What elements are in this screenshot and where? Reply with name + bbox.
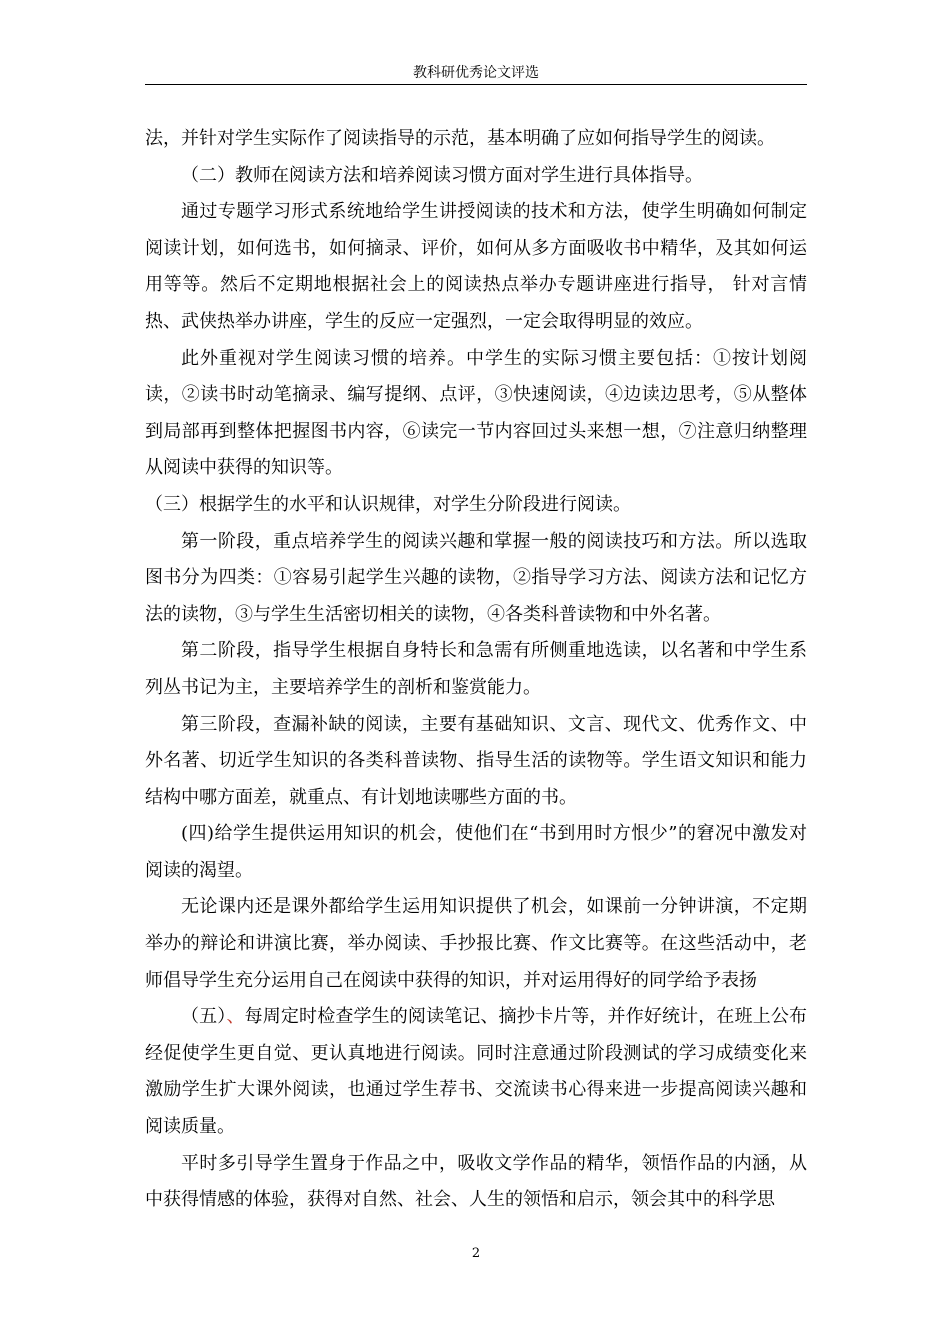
- paragraph-12: 平时多引导学生置身于作品之中，吸收文学作品的精华，领悟作品的内涵，从中获得情感的体验，获得对自然、社会、人生的领悟和启示，领会其中的科学思: [145, 1152, 807, 1211]
- paragraph-11: [145, 999, 807, 1145]
- page-header-title: 教科研优秀论文评选: [413, 65, 539, 81]
- paragraph-7: 第二阶段，指导学生根据自身特长和急需有所侧重地选读，以名著和中学生系列丛书记为主，主要培养学生的剖析和鉴赏能力。: [145, 640, 807, 698]
- paragraph-1: 法，并针对学生实际作了阅读指导的示范，基本明确了应如何指导学生的阅读。: [145, 128, 775, 149]
- paragraph-8: 第三阶段，查漏补缺的阅读，主要有基础知识、文言、现代文、优秀作文、中外名著、切近学生知识的各类科普读物、指导生活的读物等。学生语文知识和能力结构中哪方面差，就重点、有计划地读哪些方面的书。: [145, 713, 807, 808]
- body-text: [145, 121, 807, 1219]
- paragraph-11-mark: 、: [226, 1006, 245, 1028]
- paragraph-10: 无论课内还是课外都给学生运用知识提供了机会，如课前一分钟讲演，不定期举办的辩论和讲演比赛，举办阅读、手抄报比赛、作文比赛等。在这些活动中，老师倡导学生充分运用自己在阅读中获得的知识，并对运用得好的同学给予表扬: [145, 896, 807, 991]
- paragraph-5: （三）根据学生的水平和认识规律，对学生分阶段进行阅读。: [145, 493, 631, 515]
- paragraph-11-text: 每周定时检查学生的阅读笔记、摘抄卡片等，并作好统计，在班上公布经促使学生更自觉、更认真地进行阅读。同时注意通过阶段测试的学习成绩变化来激励学生扩大课外阅读，也通过学生荐书、交流读书心得来进一步提高阅读兴趣和阅读质量。: [145, 1006, 808, 1138]
- paragraph-6: 第一阶段，重点培养学生的阅读兴趣和掌握一般的阅读技巧和方法。所以选取图书分为四类：①容易引起学生兴趣的读物，②指导学习方法、阅读方法和记忆方法的读物，③与学生生活密切相关的读物，④各类科普读物和中外名著。: [145, 530, 807, 625]
- paragraph-9: (四)给学生提供运用知识的机会，使他们在“书到用时方恨少”的窘况中激发对阅读的渴望。: [145, 823, 807, 881]
- page-number: 2: [471, 1246, 481, 1261]
- paragraph-3: 通过专题学习形式系统地给学生讲授阅读的技术和方法，使学生明确如何制定阅读计划，如何选书，如何摘录、评价，如何从多方面吸收书中精华，及其如何运用等等。然后不定期地根据社会上的阅读热点举办专题讲座进行指导， 针对言情热、武侠热举办讲座，学生的反应一定强烈，一定会取得明显的效应。: [145, 201, 807, 332]
- header-divider: [145, 84, 807, 85]
- paragraph-2: （二）教师在阅读方法和培养阅读习惯方面对学生进行具体指导。: [181, 164, 703, 186]
- paragraph-11-lead: （五）: [181, 1006, 227, 1028]
- paragraph-4: 此外重视对学生阅读习惯的培养。中学生的实际习惯主要包括：①按计划阅读，②读书时动笔摘录、编写提纲、点评，③快速阅读，④边读边思考，⑤从整体到局部再到整体把握图书内容，⑥读完一节内容回过头来想一想，⑦注意归纳整理从阅读中获得的知识等。: [145, 347, 807, 479]
